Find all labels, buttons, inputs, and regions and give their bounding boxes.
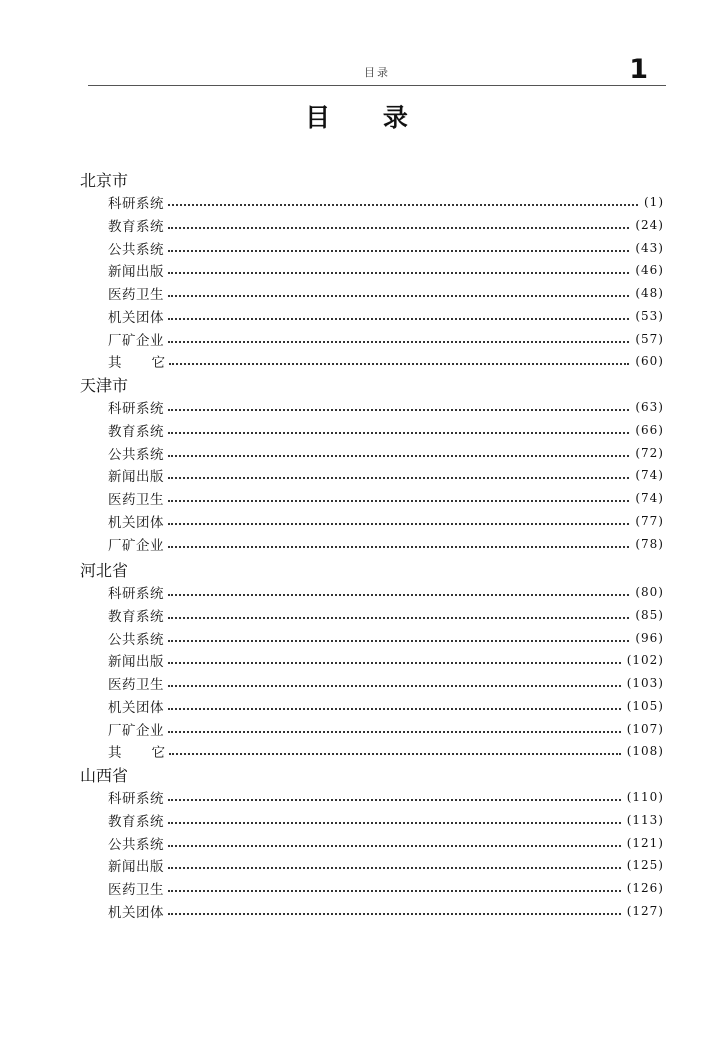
toc-entry[interactable]	[108, 741, 664, 761]
toc-entry-page: (126)	[626, 881, 664, 895]
toc-entry-label: 厂矿企业	[108, 333, 164, 349]
toc-entry-page: (80)	[635, 585, 664, 599]
dot-leader	[168, 409, 629, 411]
toc-entry-label: 公共系统	[108, 632, 164, 648]
toc-entry-label: 其它	[108, 745, 195, 761]
toc-entry[interactable]	[108, 878, 664, 898]
toc-entry-label: 公共系统	[108, 837, 164, 853]
toc-entry-label: 其它	[108, 355, 195, 371]
toc-entry[interactable]	[108, 833, 664, 853]
toc-entry[interactable]	[108, 488, 664, 508]
dot-leader	[168, 731, 621, 733]
toc-entry-page: (74)	[635, 491, 664, 505]
toc-entry[interactable]	[108, 650, 664, 670]
toc-entry[interactable]	[108, 465, 664, 485]
dot-leader	[168, 341, 629, 343]
toc-entry[interactable]	[108, 260, 664, 280]
dot-leader	[168, 204, 638, 206]
dot-leader	[168, 500, 629, 502]
toc-entry-page: (66)	[635, 423, 664, 437]
toc-entry-page: (43)	[635, 241, 664, 255]
toc-entry[interactable]	[108, 673, 664, 693]
running-title: 目录	[364, 66, 390, 79]
toc-entry-page: (78)	[635, 537, 664, 551]
dot-leader	[168, 890, 621, 892]
dot-leader	[168, 594, 629, 596]
toc-entry-label: 机关团体	[108, 310, 164, 326]
toc-entry[interactable]	[108, 719, 664, 739]
toc-entry-page: (63)	[635, 400, 664, 414]
toc-entry-page: (107)	[626, 722, 664, 736]
toc-entry-label: 新闻出版	[108, 264, 164, 280]
toc-entry[interactable]	[108, 696, 664, 716]
dot-leader	[168, 662, 621, 664]
toc-entry-page: (127)	[626, 904, 664, 918]
toc-entry-label: 机关团体	[108, 905, 164, 921]
toc-entry[interactable]	[108, 605, 664, 625]
dot-leader	[169, 753, 621, 755]
toc-entry[interactable]	[108, 511, 664, 531]
toc-entry-label: 教育系统	[108, 424, 164, 440]
toc-entry[interactable]	[108, 420, 664, 440]
dot-leader	[168, 546, 629, 548]
toc-entry-label: 厂矿企业	[108, 723, 164, 739]
toc-entry-label: 医药卫生	[108, 492, 164, 508]
toc-entry[interactable]	[108, 238, 664, 258]
dot-leader	[168, 913, 621, 915]
toc-entry-page: (72)	[635, 446, 664, 460]
toc-entry[interactable]	[108, 351, 664, 371]
toc-entry-label: 医药卫生	[108, 287, 164, 303]
toc-entry[interactable]	[108, 810, 664, 830]
dot-leader	[168, 523, 629, 525]
dot-leader	[168, 227, 629, 229]
toc-entry-page: (108)	[626, 744, 664, 758]
toc-entry[interactable]	[108, 397, 664, 417]
dot-leader	[168, 685, 621, 687]
toc-entry[interactable]	[108, 443, 664, 463]
toc-entry-page: (1)	[644, 195, 664, 209]
dot-leader	[168, 617, 629, 619]
toc-entry-page: (110)	[626, 790, 664, 804]
toc-entry-page: (105)	[626, 699, 664, 713]
toc-entry-page: (60)	[635, 354, 664, 368]
toc-entry-page: (96)	[635, 631, 664, 645]
toc-entry-page: (46)	[635, 263, 664, 277]
toc-entry-page: (77)	[635, 514, 664, 528]
dot-leader	[168, 867, 621, 869]
toc-entry[interactable]	[108, 329, 664, 349]
toc-region-heading: 北京市	[80, 171, 129, 190]
toc-entry-label: 机关团体	[108, 515, 164, 531]
toc-entry-label: 公共系统	[108, 447, 164, 463]
toc-entry-page: (48)	[635, 286, 664, 300]
toc-entry[interactable]	[108, 534, 664, 554]
toc-entry[interactable]	[108, 215, 664, 235]
dot-leader	[168, 318, 629, 320]
toc-entry-label: 新闻出版	[108, 859, 164, 875]
toc-entry-label: 机关团体	[108, 700, 164, 716]
header-rule	[88, 85, 666, 86]
toc-entry-page: (24)	[635, 218, 664, 232]
dot-leader	[168, 708, 621, 710]
toc-title: 目 录	[305, 103, 430, 132]
toc-entry-label: 教育系统	[108, 814, 164, 830]
dot-leader	[168, 432, 629, 434]
toc-entry-page: (102)	[626, 653, 664, 667]
toc-entry[interactable]	[108, 192, 664, 212]
dot-leader	[168, 455, 629, 457]
toc-entry[interactable]	[108, 901, 664, 921]
toc-region-heading: 山西省	[80, 766, 129, 785]
dot-leader	[168, 272, 629, 274]
toc-entry[interactable]	[108, 628, 664, 648]
toc-entry-page: (53)	[635, 309, 664, 323]
toc-entry-page: (57)	[635, 332, 664, 346]
toc-entry-label: 新闻出版	[108, 469, 164, 485]
dot-leader	[168, 845, 621, 847]
toc-entry[interactable]	[108, 306, 664, 326]
toc-entry-label: 教育系统	[108, 219, 164, 235]
dot-leader	[168, 250, 629, 252]
toc-entry-page: (121)	[626, 836, 664, 850]
toc-entry-label: 科研系统	[108, 401, 164, 417]
toc-entry-label: 新闻出版	[108, 654, 164, 670]
toc-entry[interactable]	[108, 283, 664, 303]
toc-entry-label: 公共系统	[108, 242, 164, 258]
toc-entry-page: (125)	[626, 858, 664, 872]
dot-leader	[169, 363, 629, 365]
toc-entry-page: (113)	[626, 813, 664, 827]
toc-entry-label: 科研系统	[108, 196, 164, 212]
dot-leader	[168, 822, 621, 824]
toc-entry-label: 医药卫生	[108, 882, 164, 898]
toc-entry[interactable]	[108, 582, 664, 602]
toc-entry-label: 科研系统	[108, 791, 164, 807]
toc-entry-label: 厂矿企业	[108, 538, 164, 554]
toc-entry-page: (85)	[635, 608, 664, 622]
dot-leader	[168, 640, 629, 642]
toc-entry-label: 医药卫生	[108, 677, 164, 693]
dot-leader	[168, 477, 629, 479]
toc-region-heading: 河北省	[80, 561, 129, 580]
dot-leader	[168, 799, 621, 801]
dot-leader	[168, 295, 629, 297]
toc-entry-label: 科研系统	[108, 586, 164, 602]
toc-entry[interactable]	[108, 787, 664, 807]
toc-region-heading: 天津市	[80, 376, 129, 395]
toc-entry[interactable]	[108, 855, 664, 875]
page-number: 1	[629, 54, 648, 85]
toc-entry-page: (74)	[635, 468, 664, 482]
toc-entry-page: (103)	[626, 676, 664, 690]
running-header	[88, 54, 666, 88]
toc-entry-label: 教育系统	[108, 609, 164, 625]
